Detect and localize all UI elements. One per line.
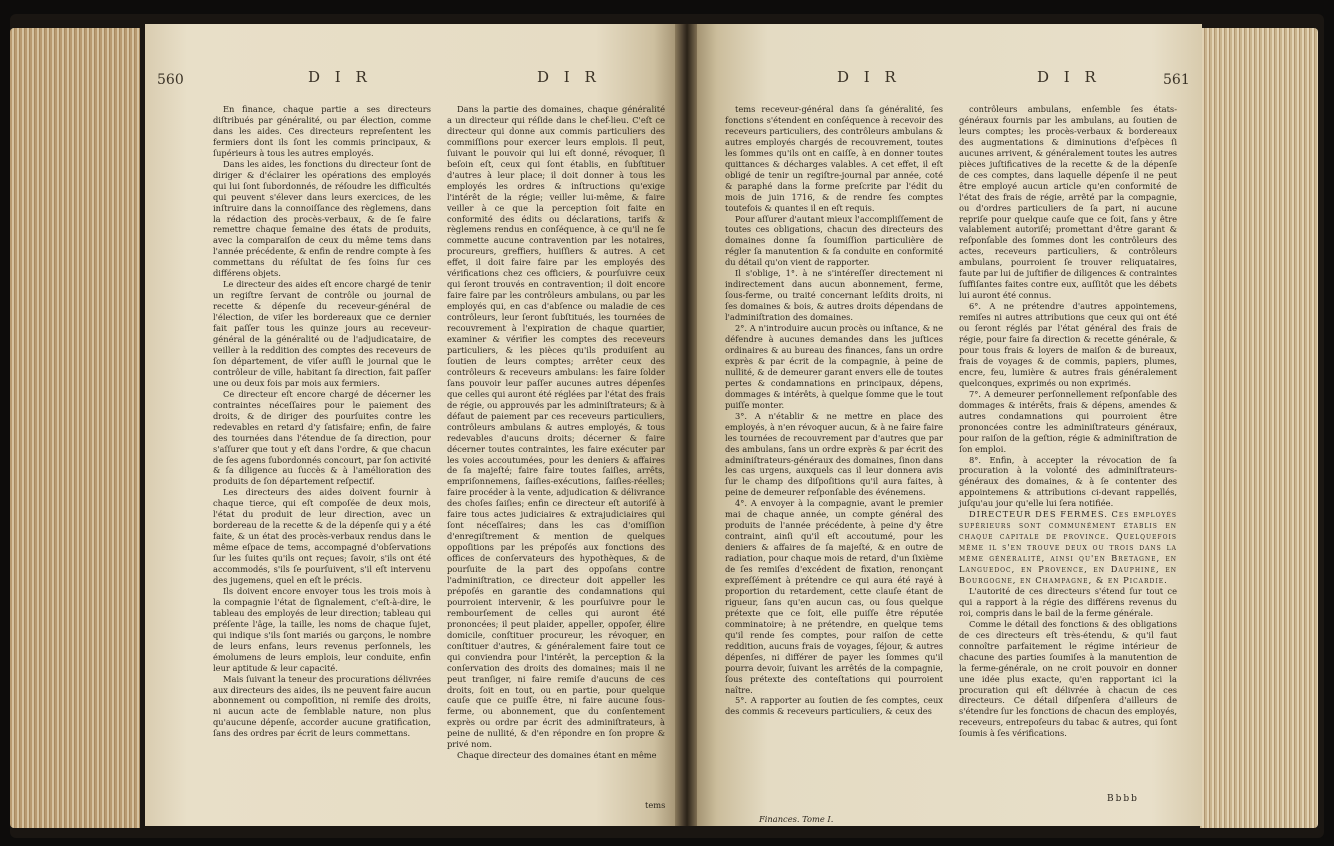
paragraph: 5°. A rapporter au ſoutien de ſes comptes, ceux des commis & receveurs particuliers, & ceux des — [725, 695, 943, 717]
book-gutter — [675, 24, 697, 826]
footer-signature-line: Finances. Tome I. — [759, 814, 834, 824]
printer-signature: Bbbb — [1107, 794, 1139, 804]
right-page — [697, 24, 1202, 826]
page-number: 560 — [157, 72, 184, 88]
paragraph: Les directeurs des aides doivent fournir à chaque tierce, qui eſt compoſée de deux mois, l'état du produit de leur direction, avec un bordereau de la recette & de la dépenſe qui y a été faite, & un état des procès-verbaux rendus dans le même eſpace de tems, accompagné d'obſervations ſur les ſuites qu'ils ont reçues; ſavoir, s'ils ont été accommodés, s'ils ſe pourſuivent, s'il eſt intervenu des jugemens, quel en eſt le précis. — [213, 487, 431, 585]
catchword: tems — [645, 800, 666, 810]
paragraph: Dans la partie des domaines, chaque généralité a un directeur qui réſide dans le chef-lieu. C'eſt ce directeur qui donne aux commis particuliers des commiſſions pour exercer leurs emplois. Il peut, ſuivant le pouvoir qui lui eſt donné, révoquer, ſi beſoin eſt, ceux qui ſont établis, en ſubſtituer d'autres à leur place; il doit donner à tous les employés les ordres & inſtructions qu'exige l'intérêt de la régie; veiller lui-même, & faire veiller à ce que la perception ſoit faite en conformité des édits ou déclarations, tarifs & règlemens rendus en conſéquence, à ce qu'il ne ſe commette aucune contravention par les notaires, procureurs, greffiers, huiſſiers & autres. A cet effet, il doit faire faire par les employés des vérifications chez ces officiers, & pourſuivre ceux qui ſeront trouvés en contravention; il doit encore faire faire par les contrôleurs ambulans, ou par les employés qui, en cas d'abſence ou maladie de ces contrôleurs, leur ſeront ſubſtitués, les tournées de recouvrement à l'expiration de chaque quartier, examiner & vérifier les comptes des receveurs particuliers, & les pièces qu'ils produiſent au ſoutien de leurs comptes; arrêter ceux des contrôleurs & receveurs ambulans: les faire ſolder ſans pouvoir leur paſſer aucunes autres dépenſes que celles qui auront été réglées par l'état des frais de régie, ou approuvés par les adminiſtrateurs; & à défaut de paiement par ces receveurs particuliers, contrôleurs ambulans & autres employés, & tous redevables d'aucuns droits; décerner & faire décerner toutes contraintes, les faire exécuter par les voies accoutumées, pour les deniers & affaires de ſa majeſté; faire faire toutes ſaiſies, arrêts, empriſonnemens, ſaiſies-exécutions, ſaiſies-réelles; faire procéder à la vente, adjudication & délivrance des choſes ſaiſies; enfin ce directeur eſt autoriſé à faire tous actes judiciaires & extrajudiciaires qui ſont néceſſaires; dans les cas d'omiſſion d'enregiſtrement & mention de quelques oppoſitions par les prépoſés aux fonctions des offices de conſervateurs des hypothèques, & de pourſuite de la part des oppoſans contre l'adminiſtration, ce directeur doit appeller les prépoſés en garantie des condamnations qui pourroient intervenir, & les pourſuivre pour le rembourſement de celles qui auront été prononcées; il peut plaider, appeller, oppoſer, élire domicile, conſtituer procureur, les révoquer, en conſtituer d'autres, & généralement faire tout ce qui conviendra pour l'intérêt, la perception & la conſervation des droits des domaines; mais il ne peut tranſiger, ni faire remiſe d'aucuns de ces droits, ſoit en tout, ou en partie, pour quelque cauſe que ce puiſſe être, ni faire aucune ſous-ferme, ou abonnement, que du conſentement exprès ou ordre par écrit des adminiſtrateurs, à peine de nullité, & d'en répondre en ſon propre & privé nom. — [447, 104, 665, 750]
paragraph: 6°. A ne prétendre d'autres appointemens, remiſes ni autres attributions que ceux qui ont été ou ſeront réglés par l'état général des frais de régie, pour faire ſa direction & recette générale, & pour tous frais & loyers de maiſon & de bureaux, frais de voyages & de commis, papiers, plumes, encre, feu, lumière & autres frais généralement quelconques, exprimés ou non exprimés. — [959, 301, 1177, 388]
page-edges-right — [1200, 28, 1318, 828]
paragraph: Dans les aides, les fonctions du directeur ſont de diriger & d'éclairer les opérations des employés qui lui ſont ſubordonnés, de réſoudre les difficultés qui peuvent s'élever dans leurs exercices, de les inſtruire dans la connoiſſance des règlemens, dans la rédaction des procès-verbaux, & de ſe faire remettre chaque ſemaine des états de produits, avec la comparaiſon de ceux du même tems dans l'année précédente, & enfin de rendre compte à ſes commettans du réſultat de ſes ſoins ſur ces différens objets. — [213, 158, 431, 279]
page-number: 561 — [1163, 72, 1190, 88]
paragraph: 3°. A n'établir & ne mettre en place des employés, à n'en révoquer aucun, & à ne faire faire les tournées de recouvrement par d'autres que par des ambulans, ſans un ordre exprès & par écrit des adminiſtrateurs-généraux des domaines, ſinon dans les cas urgens, auxquels cas il leur donnera avis ſur le champ des diſpoſitions qu'il aura faites, à peine de demeurer reſponſable des événemens. — [725, 410, 943, 498]
paragraph: 2°. A n'introduire aucun procès ou inſtance, & ne défendre à aucunes demandes dans les juſtices ordinaires & au bureau des finances, ſans un ordre exprès & par écrit de la compagnie, à peine de nullité, & de demeurer garant envers elle de toutes pertes & condamnations en principaux, dépens, dommages & intérêts, à quelque ſomme que le tout puiſſe monter. — [725, 323, 943, 410]
text-column-2 — [447, 104, 665, 761]
paragraph: Ce directeur eſt encore chargé de décerner les contraintes néceſſaires pour le paiement des droits, & de diriger des pourſuites contre les redevables en retard d'y ſatisfaire; enfin, de faire des tournées dans l'étendue de ſa direction, pour s'aſſurer que tout y eſt dans l'ordre, & que chacun de ſes agens ſubordonnés concourt, par ſon activité & ſa diligence au ſuccès & à l'amélioration des produits de ſon département reſpectif. — [213, 388, 431, 487]
section-heading-paragraph: DIRECTEUR DES FERMES. Ces employés ſupérieurs ſont communément établis en chaque capitale de province. Quelquefois même il s'en trouve deux ou trois dans la même généralité, ainſi qu'en Bretagne, en Languedoc, en Provence, en Dauphiné, en Bourgogne, en Champagne, & en Picardie. — [959, 509, 1177, 585]
paragraph: L'autorité de ces directeurs s'étend ſur tout ce qui a rapport à la régie des différens revenus du roi, compris dans le bail de la ferme générale. — [959, 585, 1177, 618]
running-header-right: D I R — [1037, 68, 1101, 86]
left-page — [145, 24, 675, 826]
running-header-right: D I R — [537, 68, 601, 86]
paragraph: Ils doivent encore envoyer tous les trois mois à la compagnie l'état de ſignalement, c'eſt-à-dire, le tableau des employés de leur direction; tableau qui préſente l'âge, la taille, les noms de chaque ſujet, qui indique s'ils ſont mariés ou garçons, le nombre de leurs enfans, leurs revenus perſonnels, les émolumens de leurs emplois, leur conduite, enfin leur aptitude & leur capacité. — [213, 585, 431, 673]
text-column-1 — [725, 104, 943, 717]
text-column-1 — [213, 104, 431, 739]
paragraph: 4°. A envoyer à la compagnie, avant le premier mai de chaque année, un compte général des produits de l'année précédente, à peine d'y être contraint, ainſi qu'il eſt accoutumé, pour les deniers & affaires de ſa majeſté, & en outre de radiation, pour chaque mois de retard, d'un ſixième de ſes remiſes d'excédent de fixation, renonçant expreſſément à prétendre ce qui aura été rayé à proportion du retardement, cette clauſe étant de rigueur, ſans qu'en aucun cas, ou ſous quelque prétexte que ce ſoit, elle puiſſe être réputée comminatoire; à ne prétendre, en quelque tems qu'il rende ſes comptes, pour raiſon de cette reddition, aucuns frais de voyages, ſéjour, & autres dépenſes, ni différer de payer les ſommes qu'il pourra devoir, ſuivant les arrêtés de la compagnie, ſous prétexte des conteſtations qui pourroient naître. — [725, 498, 943, 695]
paragraph: Chaque directeur des domaines étant en même — [457, 750, 657, 761]
paragraph: contrôleurs ambulans, enſemble ſes états-généraux fournis par les ambulans, au ſoutien de leurs comptes; les procès-verbaux & bordereaux des augmentations & diminutions d'eſpèces ſi aucunes arrivent, & généralement toutes les autres pièces juſtificatives de la recette & de la dépenſe de ces comptes, dans laquelle dépenſe il ne peut être employé aucun article qu'en conformité de l'état des frais de régie, arrêté par la compagnie, ou d'ordres particuliers de ſa part, ni aucune repriſe pour quelque cauſe que ce ſoit, ſans y être valablement autoriſé; promettant d'être garant & reſponſable des ſommes dont les contrôleurs des actes, receveurs particuliers, & contrôleurs ambulans, pourroient ſe trouver reliquataires, faute par lui de juſtifier de diligences & contraintes ſuffiſantes faites contre eux, auſſitôt que les débets lui auront été connus. — [959, 104, 1177, 301]
paragraph: Mais ſuivant la teneur des procurations délivrées aux directeurs des aides, ils ne peuvent faire aucun abonnement ou compoſition, ni remiſe des droits, ni aucun acte de ſemblable nature, non plus qu'aucune dépenſe, accorder aucune gratification, ſans des ordres par écrit de leurs commettans. — [213, 673, 431, 739]
paragraph: 7°. A demeurer perſonnellement reſponſable des dommages & intérêts, frais & dépens, amendes & autres condamnations qui pourroient être prononcées contre les adminiſtrateurs généraux, pour raiſon de la geſtion, régie & adminiſtration de ſon emploi. — [959, 388, 1177, 454]
paragraph: 8°. Enfin, à accepter la révocation de ſa procuration à la volonté des adminiſtrateurs-généraux des domaines, & à ſe contenter des appointemens & attributions ci-devant rappellés, juſqu'au jour qu'elle lui ſera notifiée. — [959, 454, 1177, 509]
running-header-left: D I R — [308, 68, 372, 86]
paragraph: Il s'oblige, 1°. à ne s'intéreſſer directement ni indirectement dans aucun abonnement, ferme, ſous-ferme, ou traité concernant leſdits droits, ni ſes domaines & bois, & autres droits dépendans de l'adminiſtration des domaines. — [725, 268, 943, 323]
paragraph: tems receveur-général dans ſa généralité, ſes fonctions s'étendent en conſéquence à recevoir des receveurs particuliers, des contrôleurs ambulans & autres employés chargés de recouvrement, toutes les ſommes qu'ils ont en caiſſe, à en donner toutes quittances & décharges valables. A cet effet, il eſt obligé de tenir un regiſtre-journal par année, coté & paraphé dans la forme preſcrite par l'édit du mois de juin 1716, & de rendre ſes comptes toutefois & quantes il en eſt requis. — [725, 104, 943, 213]
paragraph: En finance, chaque partie a ses directeurs diſtribués par généralité, ou par élection, comme dans les aides. Ces directeurs repreſentent les fermiers dont ils ſont les commis principaux, & ſupérieurs à tous les autres employés. — [213, 104, 431, 158]
page-edges-left — [10, 28, 140, 828]
paragraph: Pour aſſurer d'autant mieux l'accompliſſement de toutes ces obligations, chacun des directeurs des domaines donne ſa ſoumiſſion particulière de régler ſa manutention & ſa conduite en conformité du détail qu'on vient de rapporter. — [725, 213, 943, 268]
paragraph: Le directeur des aides eſt encore chargé de tenir un regiſtre ſervant de contrôle ou journal de recette & dépenſe du receveur-général de l'élection, de viſer les bordereaux que ce dernier fait paſſer tous les quinze jours au receveur-général de la généralité ou de l'adjudicataire, de veiller à la reddition des comptes des receveurs de ſon département, de viſer auſſi le journal que le contrôleur de ville, habitant ſa direction, fait paſſer une ou deux fois par mois aux fermiers. — [213, 279, 431, 388]
running-header-left: D I R — [837, 68, 901, 86]
text-column-2 — [959, 104, 1177, 739]
paragraph: Comme le détail des fonctions & des obligations de ces directeurs eſt très-étendu, & qu'il faut connoître parfaitement le régime intérieur de chacune des parties ſoumiſes à la manutention de la ferme-générale, on ne croit pouvoir en donner une idée plus exacte, qu'en rapportant ici la procuration qui eſt délivrée à chacun de ces directeurs. Ce détail diſpenſera d'ailleurs de s'étendre ſur les fonctions de chacun des employés, receveurs, entrepoſeurs du tabac & autres, qui ſont ſoumis à ſes vérifications. — [959, 618, 1177, 739]
